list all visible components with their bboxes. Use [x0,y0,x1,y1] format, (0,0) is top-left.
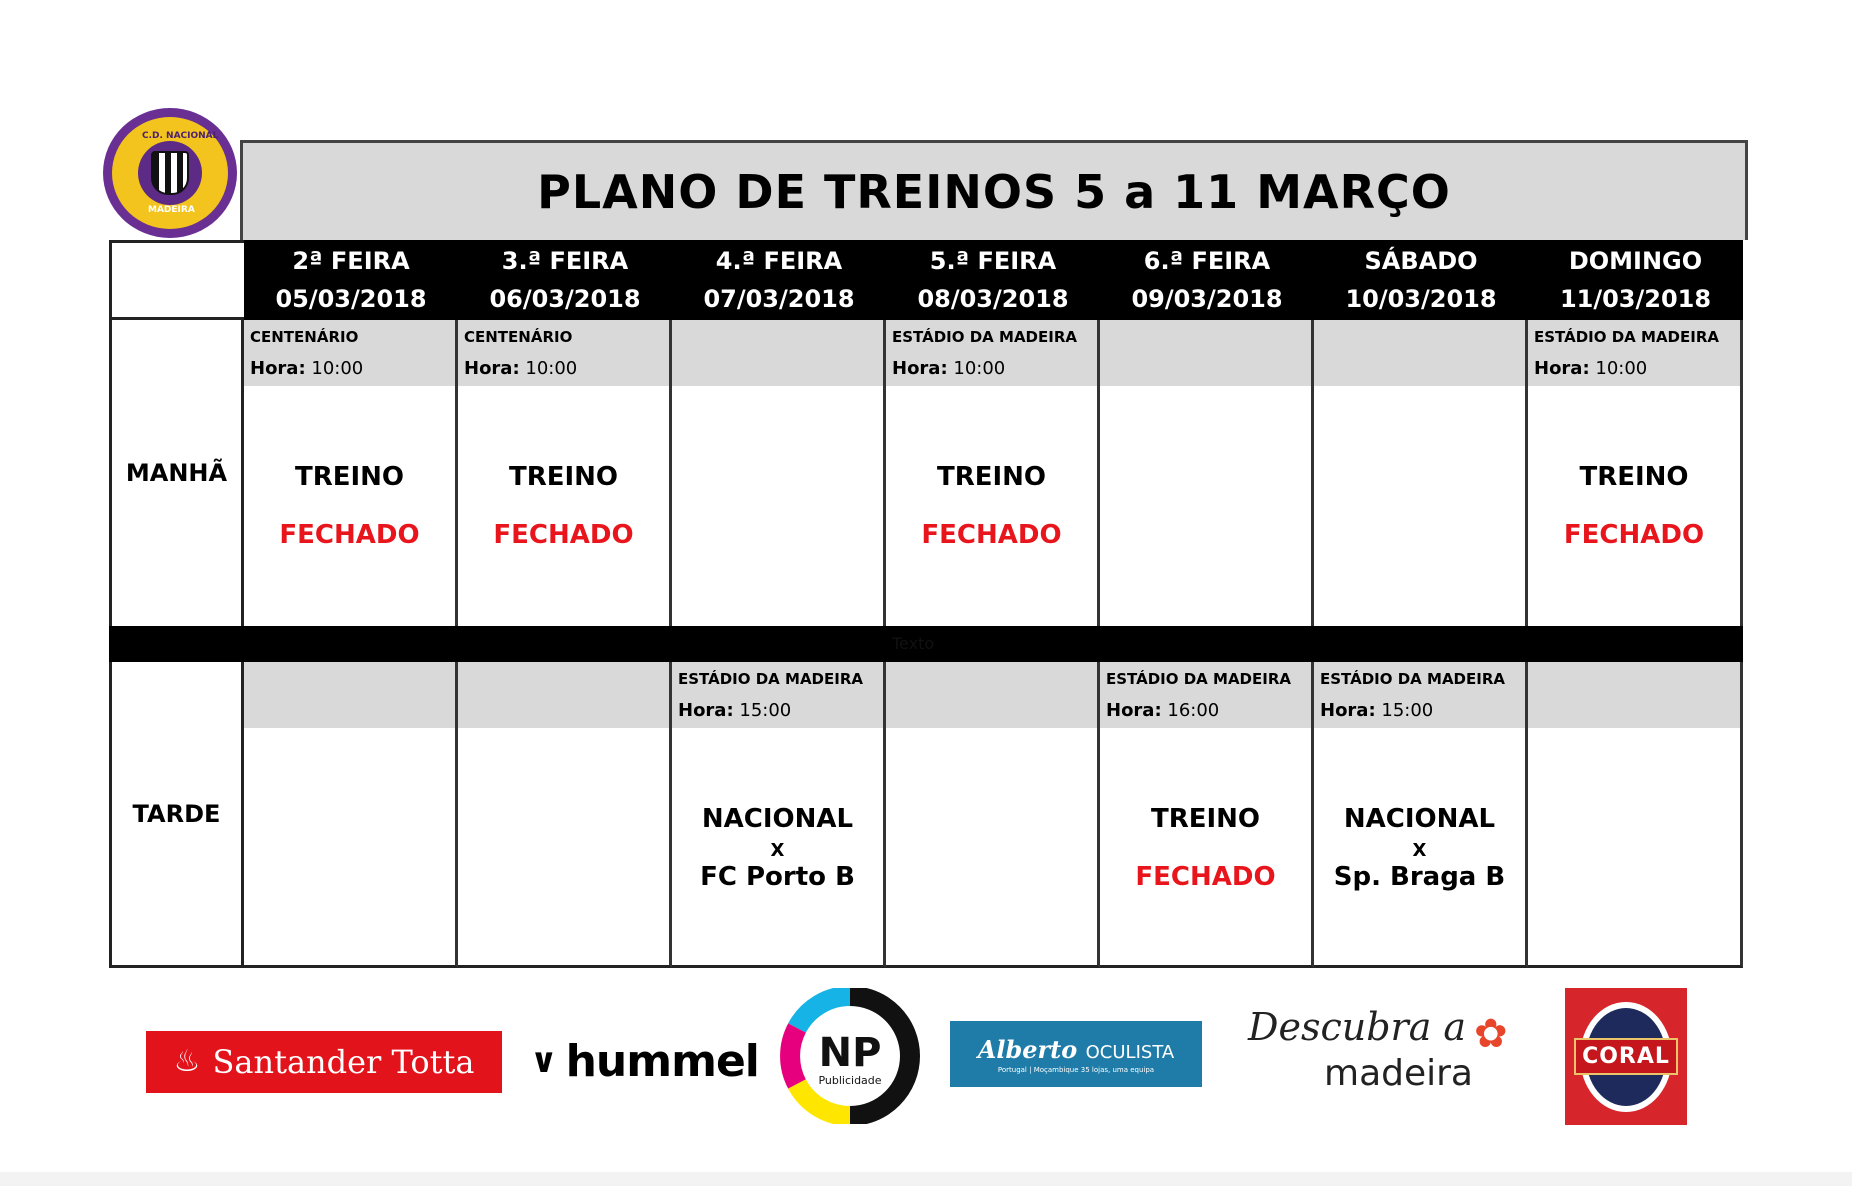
day-header-4 [886,240,1100,320]
slot-hour [1320,700,1433,721]
table-corner [109,240,244,320]
match-home-team: NACIONAL [1343,804,1496,834]
slot-hour [1106,700,1219,721]
coral-logo-text: CORAL [1574,1038,1678,1075]
day-header-6 [1314,240,1528,320]
day-name: SÁBADO [1364,247,1478,275]
session-status: FECHADO [1563,520,1705,550]
morning-slot-7 [1528,320,1743,626]
slot-info-band [1100,320,1311,386]
hour-label: Hora: [1106,700,1162,721]
day-name: 3.ª FEIRA [501,247,629,275]
hour-label: Hora: [678,700,734,721]
morning-slot-4 [886,320,1100,626]
descubra-line2: madeira [1324,1053,1473,1094]
match-home-team: NACIONAL [701,804,854,834]
sponsor-np-publicidade [775,988,925,1124]
alberto-tagline: Portugal | Moçambique 35 lojas, uma equipa [997,1065,1155,1074]
day-date: 10/03/2018 [1345,285,1497,313]
row-separator [886,626,1100,662]
session-status: FECHADO [279,520,420,550]
day-date: 11/03/2018 [1559,285,1712,313]
hour-value: 10:00 [311,358,364,379]
slot-venue: CENTENÁRIO [250,328,359,346]
page-bottom-band [0,1172,1852,1186]
hour-label: Hora: [1534,358,1590,379]
row-separator [1528,626,1743,662]
row-separator [1314,626,1528,662]
slot-venue: ESTÁDIO DA MADEIRA [892,328,1077,346]
morning-slot-1 [244,320,458,626]
slot-info-band [886,662,1097,728]
hour-value: 10:00 [1595,358,1648,379]
day-name: 6.ª FEIRA [1143,247,1271,275]
sponsor-coral [1565,988,1687,1125]
morning-slot-3 [672,320,886,626]
slot-info-band [1528,662,1740,728]
np-logo-icon [775,988,925,1124]
santander-flame-icon: ♨ [173,1044,201,1079]
hummel-chevron-icon: ∨ [530,1041,558,1081]
day-date: 06/03/2018 [489,285,641,313]
morning-slot-2 [458,320,672,626]
row-separator [1100,626,1314,662]
slot-info-band [672,320,883,386]
day-name: 5.ª FEIRA [929,247,1057,275]
session-type: TREINO [508,462,619,492]
afternoon-slot-1 [244,662,458,968]
hour-value: 16:00 [1167,700,1220,721]
hour-value: 15:00 [739,700,792,721]
session-type: TREINO [936,462,1047,492]
day-name: 2ª FEIRA [292,247,410,275]
slot-hour [892,358,1005,379]
afternoon-slot-2 [458,662,672,968]
row-separator [672,626,886,662]
slot-venue: ESTÁDIO DA MADEIRA [1320,670,1505,688]
afternoon-slot-7 [1528,662,1743,968]
day-header-1 [244,240,458,320]
day-date: 09/03/2018 [1131,285,1283,313]
day-date: 05/03/2018 [275,285,427,313]
club-logo-top-text: C.D. NACIONAL [142,131,219,141]
sponsor-santander [146,1031,502,1093]
hour-label: Hora: [464,358,520,379]
match-vs: X [770,840,785,861]
sponsor-descubra-madeira [1248,1005,1523,1105]
day-header-5 [1100,240,1314,320]
slot-hour [250,358,363,379]
session-type: TREINO [294,462,405,492]
flower-icon: ✿ [1474,1011,1508,1057]
match-away-team: Sp. Braga B [1333,862,1506,892]
day-date: 08/03/2018 [917,285,1069,313]
slot-info-band [244,662,455,728]
day-name: DOMINGO [1568,247,1703,275]
day-name: 4.ª FEIRA [715,247,843,275]
hour-value: 10:00 [953,358,1006,379]
row-label-afternoon: TARDE [109,662,244,968]
hour-label: Hora: [250,358,306,379]
schedule-table [109,240,1749,968]
session-status: FECHADO [921,520,1062,550]
afternoon-slot-4 [886,662,1100,968]
session-type: TREINO [1150,804,1261,834]
alberto-brand-name: Alberto [977,1034,1078,1064]
slot-info-band [1314,320,1525,386]
sponsor-hummel [530,1032,759,1090]
day-date: 07/03/2018 [703,285,855,313]
row-label-morning: MANHÃ [109,320,244,626]
np-logo-small: Publicidade [818,1074,882,1087]
hummel-logo-text: hummel [565,1035,759,1087]
row-separator [244,626,458,662]
session-status: FECHADO [1135,862,1276,892]
separator-text: Texto [892,634,935,653]
alberto-brand [978,1035,1174,1064]
slot-info-band [458,662,669,728]
afternoon-slot-6 [1314,662,1528,968]
santander-logo-text: Santander Totta [212,1043,475,1081]
title-banner [240,140,1748,240]
morning-slot-6 [1314,320,1528,626]
afternoon-slot-5 [1100,662,1314,968]
slot-venue: CENTENÁRIO [464,328,573,346]
slot-venue: ESTÁDIO DA MADEIRA [1534,328,1719,346]
morning-slot-5 [1100,320,1314,626]
day-header-7 [1528,240,1743,320]
alberto-brand-suffix: OCULISTA [1085,1041,1175,1063]
hour-value: 10:00 [525,358,578,379]
row-separator [109,626,244,662]
page-title: PLANO DE TREINOS 5 a 11 MARÇO [537,164,1451,219]
day-header-2 [458,240,672,320]
hour-label: Hora: [1320,700,1376,721]
session-type: TREINO [1579,462,1689,492]
coral-badge-icon [1580,1002,1672,1112]
np-logo-big: NP [818,1030,882,1076]
hour-label: Hora: [892,358,948,379]
row-separator [458,626,672,662]
slot-venue: ESTÁDIO DA MADEIRA [678,670,863,688]
slot-hour [678,700,791,721]
club-logo-bottom-text: MADEIRA [148,205,195,215]
slot-hour [1534,358,1647,379]
slot-venue: ESTÁDIO DA MADEIRA [1106,670,1291,688]
sponsor-alberto-oculista [950,1021,1202,1087]
day-header-3 [672,240,886,320]
match-away-team: FC Porto B [700,862,855,892]
club-crest-icon [103,108,237,238]
hour-value: 15:00 [1381,700,1434,721]
slot-hour [464,358,577,379]
match-vs: X [1412,840,1427,861]
session-status: FECHADO [493,520,634,550]
descubra-line1: Descubra a [1248,1005,1467,1049]
afternoon-slot-3 [672,662,886,968]
